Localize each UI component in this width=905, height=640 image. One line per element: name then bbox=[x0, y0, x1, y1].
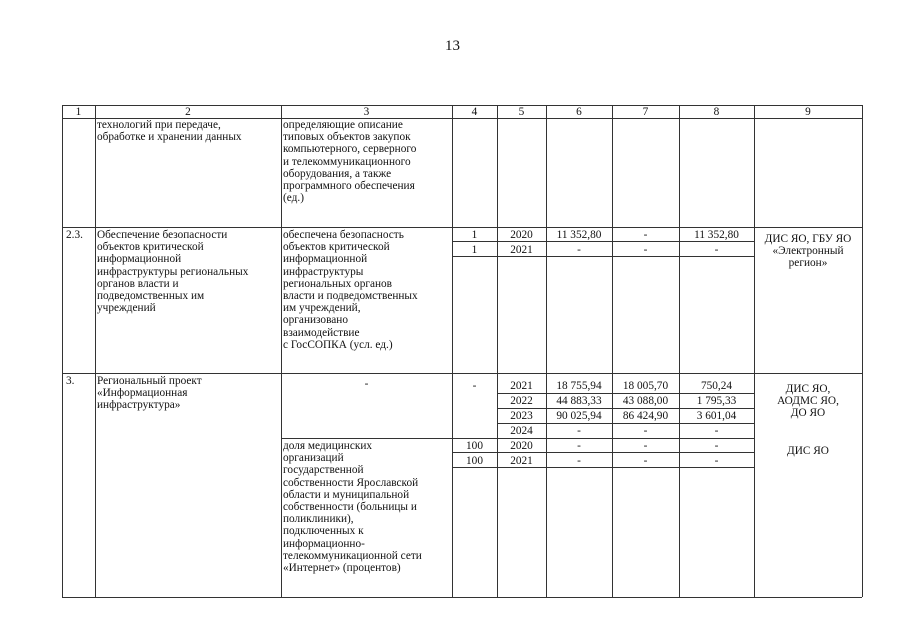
cell-amount: 18 005,70 bbox=[622, 380, 669, 392]
cell-target: 1 bbox=[471, 244, 478, 256]
grid-line bbox=[452, 105, 453, 597]
cell-amount: 750,24 bbox=[700, 380, 733, 392]
grid-line bbox=[62, 597, 862, 598]
cell-amount: - bbox=[643, 244, 648, 256]
grid-line bbox=[62, 105, 63, 597]
column-header: 3 bbox=[363, 106, 370, 118]
cell-year: 2022 bbox=[510, 395, 533, 407]
cell-amount: 44 883,33 bbox=[556, 395, 602, 407]
cell-indicator: доля медицинских организаций государственной собственности Ярославской области и муниципальной собственности (больницы и поликлиники), подключенных к информационно- телекоммуникационной сети «Интернет» (процентов) bbox=[283, 440, 422, 575]
cell-amount: - bbox=[577, 244, 581, 256]
page-number: 13 bbox=[445, 38, 460, 54]
cell-target: 100 bbox=[466, 440, 483, 452]
cell-amount: 43 088,00 bbox=[622, 395, 669, 407]
cell-year: 2021 bbox=[510, 380, 533, 392]
cell-amount: - bbox=[577, 425, 581, 437]
cell-amount: 11 352,80 bbox=[694, 229, 739, 241]
grid-line bbox=[754, 105, 755, 597]
cell-target: 100 bbox=[466, 455, 483, 467]
cell-year: 2021 bbox=[510, 244, 533, 256]
column-header: 4 bbox=[471, 106, 478, 118]
cell-indicator: обеспечена безопасность объектов критической информационной инфраструктуры региональных органов власти и подведомственных им учреждений, организовано взаимодействие с ГосСОПКА (усл. ед.) bbox=[283, 229, 418, 351]
grid-line bbox=[281, 105, 282, 597]
cell-description: технологий при передаче, обработке и хранении данных bbox=[97, 119, 242, 144]
cell-amount: - bbox=[643, 425, 648, 437]
cell-description: Обеспечение безопасности объектов критической информационной инфраструктуры региональных органов власти и подведомственных им учреждений bbox=[97, 229, 249, 315]
cell-responsible: ДИС ЯО bbox=[787, 445, 829, 457]
cell-year: 2020 bbox=[510, 440, 533, 452]
cell-year: 2023 bbox=[510, 410, 533, 422]
grid-line bbox=[62, 227, 862, 228]
column-header: 8 bbox=[713, 106, 720, 118]
cell-amount: 3 601,04 bbox=[696, 410, 737, 422]
column-header: 2 bbox=[185, 106, 191, 118]
cell-target: - bbox=[472, 380, 477, 392]
grid-line bbox=[497, 423, 754, 424]
cell-amount: 11 352,80 bbox=[556, 229, 602, 241]
cell-target: 1 bbox=[471, 229, 478, 241]
grid-line bbox=[612, 105, 613, 597]
cell-description: Региональный проект «Информационная инфраструктура» bbox=[97, 375, 202, 412]
cell-number: 2.3. bbox=[66, 229, 83, 241]
column-header: 1 bbox=[75, 106, 82, 118]
cell-year: 2024 bbox=[510, 425, 533, 437]
cell-amount: - bbox=[577, 440, 581, 452]
column-header: 5 bbox=[518, 106, 525, 118]
cell-amount: 18 755,94 bbox=[556, 380, 602, 392]
cell-year: 2021 bbox=[510, 455, 533, 467]
column-header: 7 bbox=[642, 106, 649, 118]
column-header: 9 bbox=[805, 106, 811, 118]
grid-line bbox=[281, 438, 754, 439]
grid-line bbox=[497, 105, 498, 597]
cell-amount: - bbox=[643, 229, 648, 241]
cell-year: 2020 bbox=[510, 229, 533, 241]
cell-amount: - bbox=[714, 440, 719, 452]
grid-line bbox=[62, 373, 862, 374]
cell-amount: - bbox=[714, 244, 719, 256]
cell-indicator: определяющие описание типовых объектов закупок компьютерного, серверного и телекоммуникационного оборудования, а также программного обеспечения (ед.) bbox=[283, 119, 417, 205]
grid-line bbox=[497, 393, 754, 394]
cell-amount: 86 424,90 bbox=[622, 410, 669, 422]
grid-line bbox=[862, 105, 863, 597]
cell-number: 3. bbox=[66, 375, 75, 387]
grid-line bbox=[546, 105, 547, 597]
cell-amount: 1 795,33 bbox=[696, 395, 737, 407]
cell-amount: - bbox=[714, 455, 719, 467]
column-header: 6 bbox=[576, 106, 582, 118]
cell-indicator: - bbox=[364, 378, 369, 390]
cell-amount: - bbox=[643, 455, 648, 467]
cell-amount: - bbox=[577, 455, 581, 467]
grid-line bbox=[95, 105, 96, 597]
grid-line bbox=[679, 105, 680, 597]
cell-amount: - bbox=[643, 440, 648, 452]
cell-amount: 90 025,94 bbox=[556, 410, 602, 422]
cell-responsible: ДИС ЯО, ГБУ ЯО «Электронный регион» bbox=[764, 233, 852, 270]
cell-responsible: ДИС ЯО, АОДМС ЯО, ДО ЯО bbox=[777, 383, 839, 420]
cell-amount: - bbox=[714, 425, 719, 437]
grid-line bbox=[497, 408, 754, 409]
